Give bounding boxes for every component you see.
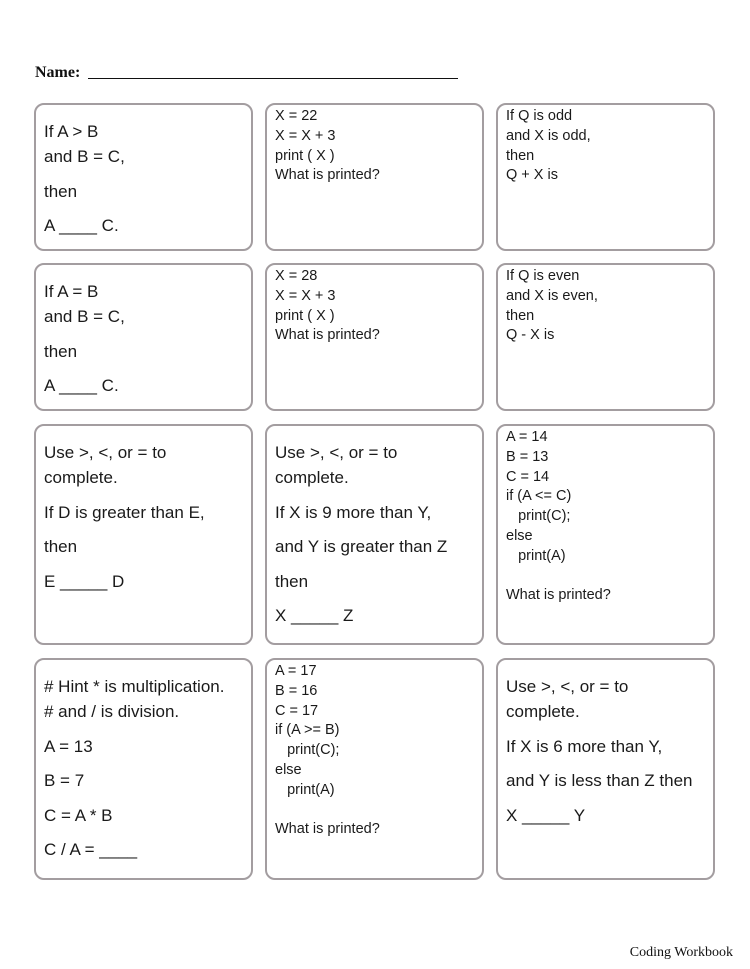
card-line: B = 16: [275, 682, 318, 699]
task-card-5: [265, 263, 484, 411]
card-line: X _____ Z: [275, 606, 354, 625]
name-blank-line[interactable]: [88, 78, 458, 79]
task-card-7: [34, 424, 253, 645]
card-line: If A = B: [44, 282, 99, 301]
card-line: print(A): [275, 781, 335, 798]
card-line: Use >, <, or = to: [506, 677, 629, 696]
card-line: If X is 6 more than Y,: [506, 736, 663, 756]
card-line: A ____ C.: [44, 216, 119, 235]
card-line: print ( X ): [275, 307, 335, 324]
card-line: complete.: [506, 702, 580, 721]
card-line: If X is 9 more than Y,: [275, 502, 432, 522]
card-line: If A > B: [44, 122, 99, 141]
card-line: print ( X ): [275, 147, 335, 164]
task-card-1: [34, 103, 253, 251]
card-line: if (A >= B): [275, 722, 340, 739]
task-card-2: [265, 103, 484, 251]
card-line: A = 14: [506, 429, 548, 445]
card-line: and B = C,: [44, 307, 125, 326]
card-line: print(C);: [506, 508, 571, 525]
card-line: If D is greater than E,: [44, 502, 205, 522]
card-line: and X is even,: [506, 287, 598, 304]
card-line: then: [44, 537, 78, 556]
task-card-12: [496, 658, 715, 880]
card-line: What is printed?: [506, 587, 611, 604]
name-row: [35, 62, 458, 82]
card-line: X = X + 3: [275, 127, 336, 144]
card-line: A = 13: [44, 736, 93, 756]
card-line: B = 7: [44, 771, 85, 790]
card-line: C = A * B: [44, 805, 113, 825]
card-line: Q + X is: [506, 167, 558, 184]
card-line: If Q is odd: [506, 108, 573, 124]
card-line: What is printed?: [275, 327, 380, 344]
footer-label: Coding Workbook: [629, 945, 733, 960]
card-line: C = 17: [275, 702, 319, 719]
card-line: then: [506, 307, 535, 324]
task-card-9: [496, 424, 715, 645]
card-line: complete.: [275, 468, 349, 487]
card-line: X = 22: [275, 108, 318, 124]
name-label: Name:: [35, 64, 81, 81]
card-line: [275, 801, 482, 821]
card-line: Use >, <, or = to: [44, 443, 167, 462]
card-line: X _____ Y: [506, 805, 586, 825]
card-line: then: [44, 181, 78, 201]
card-line: else: [275, 761, 302, 778]
card-line: B = 13: [506, 448, 549, 465]
card-line: Use >, <, or = to: [275, 443, 398, 462]
card-line: [506, 567, 713, 587]
card-line: and X is odd,: [506, 127, 591, 144]
task-card-3: [496, 103, 715, 251]
card-line: complete.: [44, 468, 118, 487]
card-line: # and / is division.: [44, 702, 180, 721]
card-line: and Y is greater than Z: [275, 537, 448, 556]
task-card-11: [265, 658, 484, 880]
card-line: A ____ C.: [44, 376, 119, 395]
card-line: C / A = ____: [44, 840, 138, 859]
card-line: What is printed?: [275, 821, 380, 838]
card-line: else: [506, 527, 533, 544]
card-line: and B = C,: [44, 147, 125, 166]
card-line: then: [44, 341, 78, 361]
card-line: What is printed?: [275, 167, 380, 184]
card-line: then: [275, 571, 309, 591]
card-line: print(C);: [275, 742, 340, 759]
card-line: if (A <= C): [506, 488, 572, 505]
card-line: and Y is less than Z then: [506, 771, 693, 790]
card-line: C = 14: [506, 468, 550, 485]
card-line: A = 17: [275, 663, 317, 679]
card-line: then: [506, 147, 535, 164]
card-line: print(A): [506, 547, 566, 564]
card-line: If Q is even: [506, 268, 580, 284]
card-line: X = X + 3: [275, 287, 336, 304]
task-card-10: [34, 658, 253, 880]
card-line: # Hint * is multiplication.: [44, 677, 225, 696]
task-card-8: [265, 424, 484, 645]
card-line: E _____ D: [44, 571, 125, 591]
task-card-4: [34, 263, 253, 411]
task-card-6: [496, 263, 715, 411]
card-line: Q - X is: [506, 327, 555, 344]
card-line: X = 28: [275, 268, 318, 284]
